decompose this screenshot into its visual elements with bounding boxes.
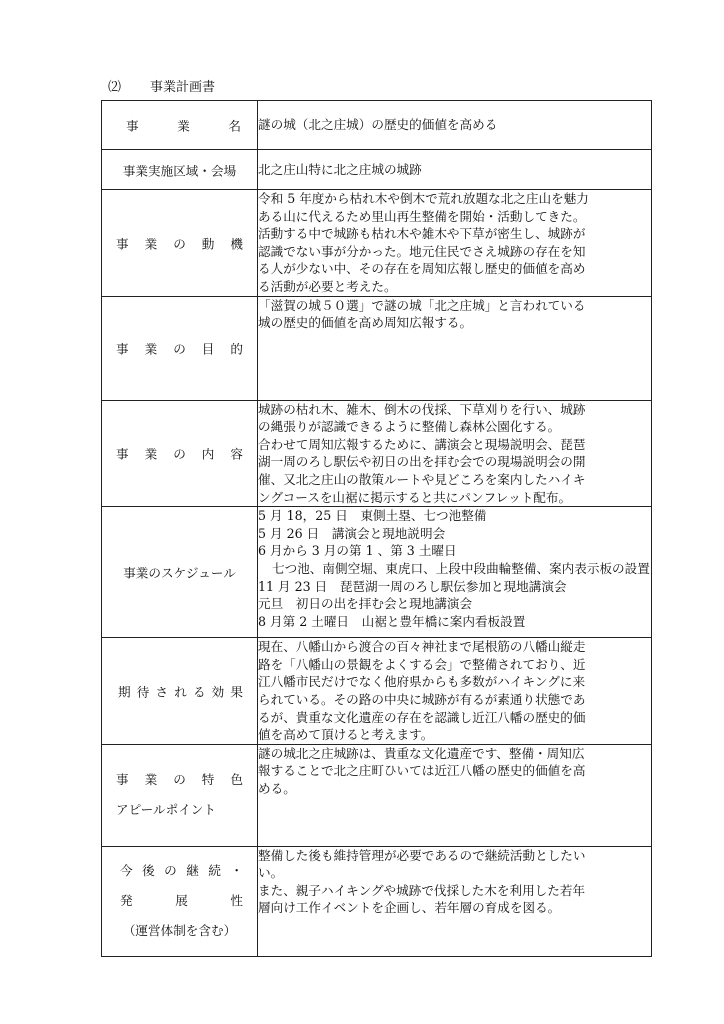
value-effect: 現在、八幡山から渡合の百々神社まで尾根筋の八幡山縦走 路を「八幡山の景観をよくする会」で整備されており、近 江八幡市民だけでなく他府県からも多数がハイキングに来 られている。その路の中央に城跡が有るが素通り状態であ るが、貴重な文化遺産の存在を認識し近江八幡の歴史的価 値を高めて頂けると考えます。 — [258, 638, 652, 745]
row-content — [102, 400, 652, 507]
row-feature — [102, 744, 652, 846]
plan-table — [101, 100, 652, 957]
value-feature: 謎の城北之庄城跡は、貴重な文化遺産です、整備・周知広 報することで北之庄町ひいては近江八幡の歴史的価値を高 める。 — [258, 744, 652, 846]
label-motive: 事 業 の 動 機 — [116, 236, 243, 252]
label-project-name: 事 業 名 — [126, 118, 241, 134]
value-content: 城跡の枯れ木、雑木、倒木の伐採、下草刈りを行い、城跡 の縄張りが認識できるように整備し森林公園化する。 合わせて周知広報するために、講演会と現場説明会、琵琶 湖一周のろし駅伝や初日の出を拝む会での現場説明会の開 催、又北之庄山の散策ルートや見どころを案内したハイキ ングコースを山裾に掲示すると共にパンフレット配布。 — [258, 400, 652, 507]
value-project-name: 謎の城（北之庄城）の歴史的価値を高める — [258, 101, 652, 150]
value-future: 整備した後も維持管理が必要であるので継続活動としたい い。 また、親子ハイキングや城跡で伐採した木を利用した若年 層向け工作イベントを企画し、若年層の育成を図る。 — [258, 846, 652, 956]
label-area: 事業実施区域・会場 — [122, 163, 237, 178]
label-effect: 期 待 さ れ る 効 果 — [118, 684, 243, 700]
label-feature: 事 業 の 特 色 アピールポイント — [116, 772, 243, 818]
section-number: ⑵ — [108, 80, 122, 95]
label-purpose: 事 業 の 目 的 — [116, 341, 243, 357]
label-content: 事 業 の 内 容 — [116, 446, 243, 462]
label-schedule: 事業のスケジュール — [123, 565, 236, 581]
section-heading — [108, 76, 215, 95]
row-motive — [102, 190, 652, 297]
row-project-name — [102, 101, 652, 150]
value-motive: 令和 5 年度から枯れ木や倒木で荒れ放題な北之庄山を魅力 ある山に代えるため里山再生整備を開始・活動してきた。 活動する中で城跡も枯れ木や雑木や下草が密生し、城跡が 認識でない事が分かった。地元住民でさえ城跡の存在を知 る人が少ない中、その存在を周知広報し歴史的価値を高め る活動が必要と考えた。 — [258, 190, 652, 297]
section-title: 事業計画書 — [150, 80, 216, 95]
row-future — [102, 846, 652, 956]
value-schedule: 5 月 18，25 日 東側土塁、七つ池整備 5 月 26 日 講演会と現地説明会 6 月から 3 月の第 1 、第 3 土曜日 七つ池、南側空堀、東虎口、上段中段曲輪整備、案内表示板の設置 11 月 23 日 琵琶湖一周のろし駅伝参加と現地講演会 元旦 初日の出を拝む会と現地講演会 8 月第 2 土曜日 山裾と豊年橋に案内看板設置 — [258, 507, 652, 638]
row-purpose — [102, 296, 652, 400]
row-effect — [102, 638, 652, 745]
value-area: 北之庄山特に北之庄城の城跡 — [258, 150, 652, 190]
label-future: 今 後 の 継 続 ・ 発 展 性 （運営体制を含む） — [120, 863, 243, 939]
label-cell — [102, 101, 258, 150]
value-purpose: 「滋賀の城５０選」で謎の城「北之庄城」と言われている 城の歴史的価値を高め周知広報する。 — [258, 296, 652, 400]
row-schedule — [102, 507, 652, 638]
row-area — [102, 150, 652, 190]
